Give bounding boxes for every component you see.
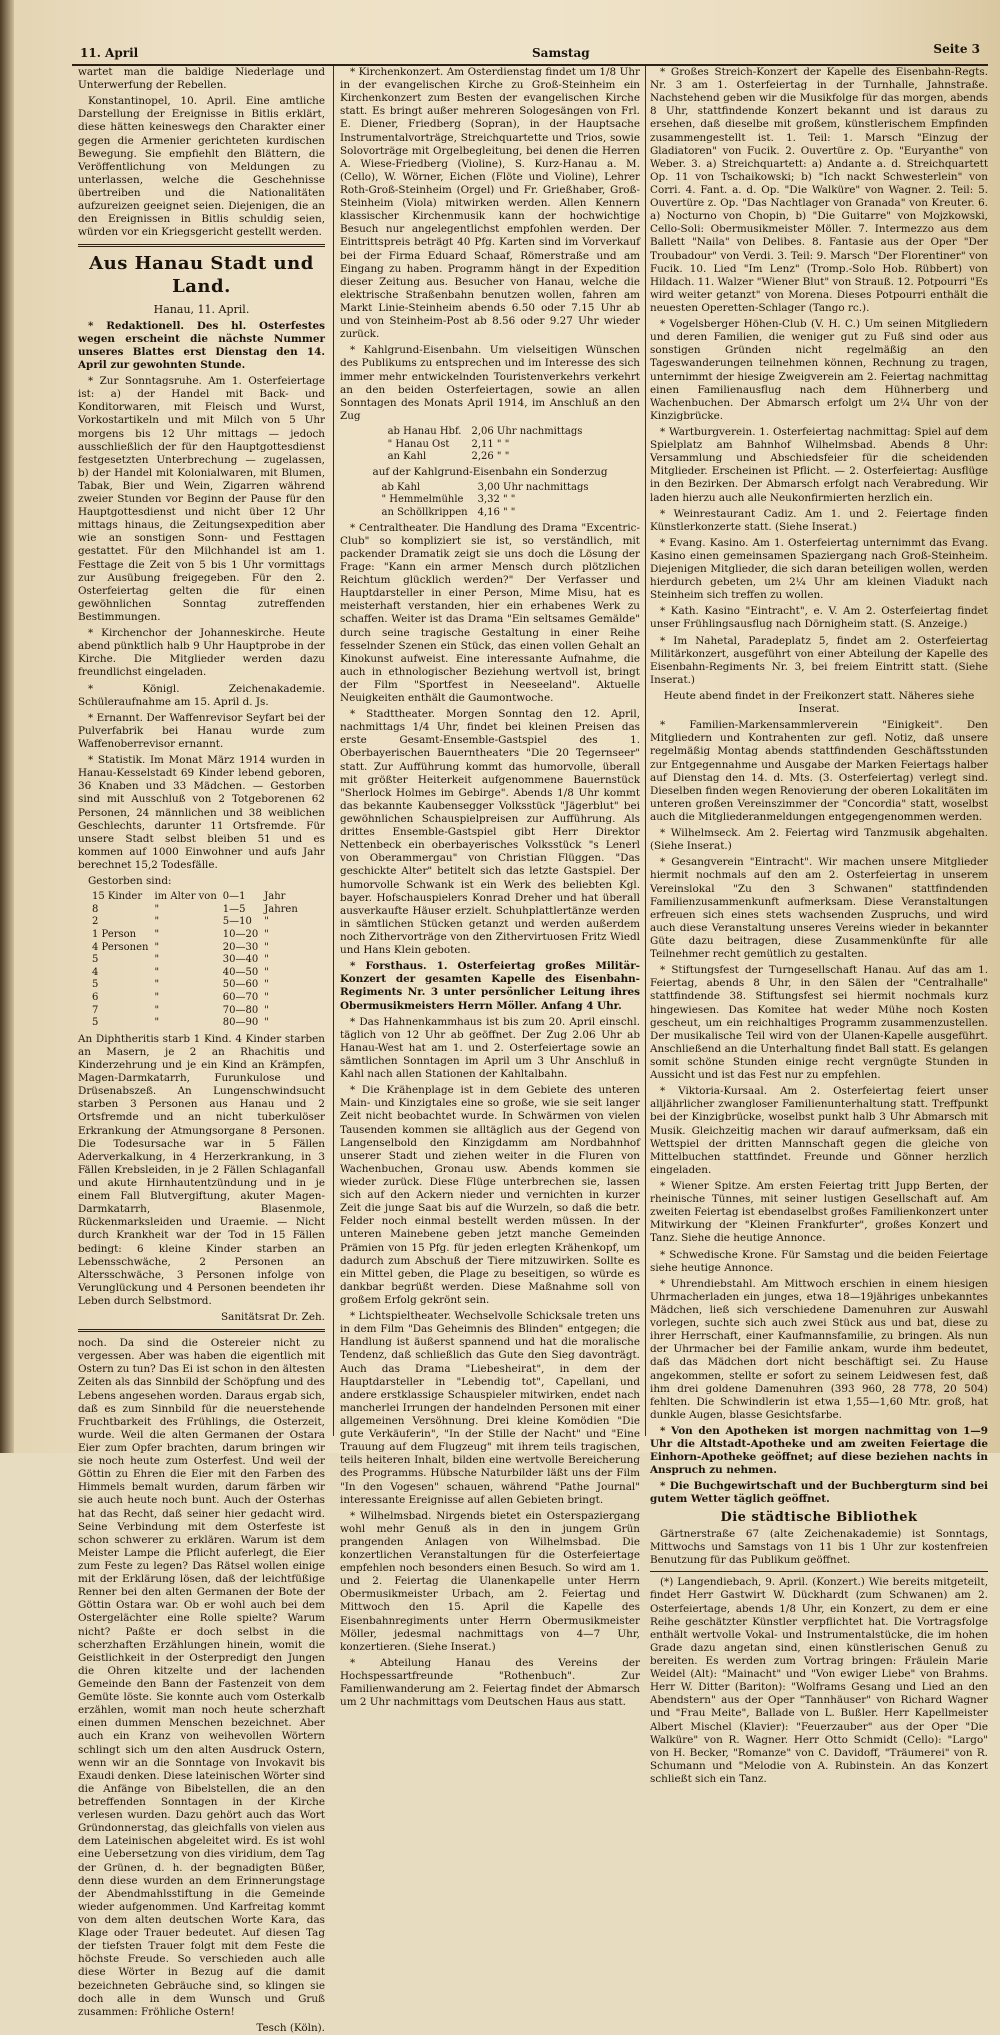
age-table-cell: 20—30 — [222, 941, 259, 953]
wilhelmsbad-article: * Wilhelmsbad. Nirgends bietet ein Osterspaziergang wohl mehr Genuß als in den in jungem Grün prangenden Anlagen von Wilhelmsbad. Die konzertlichen Veranstaltungen für die Osterfeiertage empfehlen noch besonders einen Besuch. So wird am 1. und 2. Feiertag die Ulanenkapelle unter Herrn Obermusikmeister Urbach, am 2. Feiertag und Mittwoch den 15. April die Kapelle des Eisenbahnregiments unter Herrn Obermusikmeister Möller, jedesmal nachmittags von 4—7 Uhr, konzertieren. (Siehe Inserat.) — [340, 1509, 640, 1653]
age-table-cell: 15 Kinder — [92, 891, 143, 903]
train-2-row — [381, 494, 598, 507]
age-table-cell: " — [154, 916, 160, 928]
age-table-cell: " — [154, 941, 160, 953]
age-table-cell: 1 Person — [92, 929, 137, 940]
age-table-cell: " — [154, 929, 160, 940]
column-1 — [78, 66, 325, 2034]
age-table-cell: " — [154, 1004, 160, 1016]
age-table-cell: 70—80 — [222, 1004, 259, 1016]
section-divider — [78, 244, 325, 247]
kirchenkonzert-article: * Kirchenkonzert. Am Osterdienstag findet um 1/8 Uhr in der evangelischen Kirche zu Groß-Steinheim ein Kirchenkonzert zum Besten der evangelischen Kirche statt. Es bringt außer mehreren Sologesängen von Frl. E. Diener, Friedberg (Sopran), in der Hauptsache Instrumentalvorträge, Streichquartette und Trios, sowie Solovorträge mit Orgelbegleitung, bei denen die Herren A. Wiese-Friedberg (Violine), S. Kurz-Hanau a. M. (Cello), W. Wörner, Eichen (Flöte und Violine), Lehrer Roth-Groß-Steinheim (Orgel) und Fr. Grießhaber, Groß-Steinheim (Viola) mitwirken werden. Allen Kennern klassischer Kirchenmusik kann der hochwichtige Besuch nur angelegentlichst empfohlen werden. Der Eintrittspreis beträgt 40 Pfg. Karten sind im Vorverkauf bei der Firma Eduard Schaaf, Römerstraße und am Eingang zu haben. Programm hängt in der Expedition dieser Zeitung aus. Besucher von Hanau, welche die elektrische Straßenbahn benutzen wollen, fahren am Markt Linie-Steinheim abends 6.50 oder 7.15 Uhr ab und von Steinheim-Post ab 8.56 oder 9.27 Uhr wieder zurück. — [340, 66, 640, 341]
train-2-cell: 3,00 Uhr nachmittags — [477, 481, 589, 493]
age-table-cell: 5 — [92, 979, 99, 991]
train-2-cell: ab Kahl — [381, 481, 421, 493]
header-weekday: Samstag — [532, 46, 590, 60]
gesangverein-article: * Gesangverein "Eintracht". Wir machen unsere Mitglieder hiermit nochmals auf den am 2. Osterfeiertag in unserem Vereinslokal "Zu den 3 Schwanen" stattfindenden Familienzusammenkunft aufmerksam. Diese Veranstaltungen erfreuen sich eines stets wachsenden Zuspruchs, und wird auch diese Veranstaltung unseres Vereins wieder in bekannter Güte dazu beitragen, diese Zusammenkünfte für alle Teilnehmer recht gemütlich zu gestalten. — [650, 856, 988, 961]
age-table-row — [92, 954, 304, 967]
stiftungsfest-article: * Stiftungsfest der Turngesellschaft Hanau. Auf das am 1. Feiertag, abends 8 Uhr, in den Sälen der "Centralhalle" stattfindende 38. Stiftungsfest sei hiermit nochmals kurz hingewiesen. Das Komitee hat weder Mühe noch Kosten gescheut, um ein reichhaltiges Programm zusammenzustellen. Der musikalische Teil wird von der Ulanen-Kapelle ausgeführt. Anschließend an die Unterhaltung findet Ball statt. Es gelangen somit schöne Stunden einige recht vergnügte Stunden in Aussicht und ist das Fest nur zu empfehlen. — [650, 964, 988, 1082]
todesursachen-article: An Diphtheritis starb 1 Kind. 4 Kinder starben an Masern, je 2 an Rhachitis und Kinderzehrung und je ein Kind an Krämpfen, Magen-Darmkatarrh, Furunkulose und Drüsenabszeß. An Lungenschwindsucht starben 3 Personen aus Hanau und 2 Ortsfremde und an nicht tuberkulöser Erkrankung der Atmungsorgane 8 Personen. Die Todesursache war in 5 Fällen Aderverkalkung, in 4 Herzerkrankung, in 3 Fällen Krebsleiden, in je 2 Fällen Schlaganfall und akute Hirnhautentzündung und in je einem Fall Blutvergiftung, akuter Magen- Darmkatarrh, Blasenmole, Rückenmarksleiden und Uraemie. — Nicht durch Krankheit war der Tod in 15 Fällen bedingt: 6 kleine Kinder starben an Lebensschwäche, 2 Personen an Altersschwäche, 3 Personen infolge von Verunglückung und 4 Personen beendeten ihr Leben durch Selbstmord. — [78, 1032, 325, 1307]
train-1-row — [388, 426, 593, 439]
centraltheater-article: * Centraltheater. Die Handlung des Drama "Excentric-Club" so kompliziert sie ist, so verständlich, mit packender Dramatik zeigt sie uns doch die Lösung der Frage: "Kann ein armer Mensch durch plötzlichen Reichtum glücklich werden?" Der Verfasser und Hauptdarsteller in einer Person, Mime Misu, hat es meisterhaft verstanden, hier ein erhabenes Werk zu schaffen. Weiter ist das Drama "Ein seltsames Gemälde" durch seine tragische Gestaltung in einer Reihe fesselnder Szenen ein Stück, das einen vollen Gehalt an Kinokunst aufweist. Eine interessante Aufnahme, die auch in ethnologischer Beziehung wertvoll ist, bringt der Film "Sportfest in Neeseeland". Aktuelle Neuigkeiten enthält die Gaumontwoche. — [340, 521, 640, 705]
train-2-cell: " Hemmelmühle — [381, 494, 464, 506]
streichkonzert-article: * Großes Streich-Konzert der Kapelle des Eisenbahn-Regts. Nr. 3 am 1. Osterfeiertag in der Turnhalle, Jahnstraße. Nachstehend geben wir die Musikfolge für das morgen, abends 8 Uhr, stattfindende Konzert bekannt und ist daraus zu ersehen, daß dieselbe mit großem, künstlerischem Empfinden zusammengestellt ist. 1. Teil: 1. Marsch "Einzug der Gladiatoren" von Fucik. 2. Ouvertüre z. Op. "Euryanthe" von Weber. 3. a) Streichquartett: a) Andante a. d. Streichquartett Op. 11 von Tschaikowski; b) "Ich nackt Schwesterlein" von Corri. 4. Fant. a. d. Op. "Die Walküre" von Wagner. 2. Teil: 5. Ouvertüre z. Op. "Das Nachtlager von Granada" von Kreuter. 6. a) Nocturno von Chopin, b) "Die Guitarre" von Mojzkowski, Cello-Soli: Obermusikmeister Möller. 7. Intermezzo aus dem Ballett "Naila" von Delibes. 8. Fantasie aus der Oper "Der Troubadour" von Verdi. 3. Teil: 9. Marsch "Der Florentiner" von Fucik. 10. Lied "Im Lenz" (Tromp.-Solo Hob. Rübbert) von Hildach. 11. Walzer "Wiener Blut" von Strauß. 12. Potpourri "Es wird weiter getanzt" von Morena. Dieses Potpourri enthält die neuesten Operetten-Schlager (Tango rc.). — [650, 66, 988, 314]
train-1-cell: 2,26 " " — [471, 451, 510, 463]
wartburg-article: * Wartburgverein. 1. Osterfeiertag nachmittag: Spiel auf dem Spielplatz am Bahnhof Wilhelmsbad. Abends 8 Uhr: Versammlung und Abschiedsfeier für die scheidenden Mitglieder. Erscheinen ist Pflicht. — 2. Osterfeiertag: Ausflüge in den Bezirken. Der Abmarsch erfolgt nach Verabredung. Wir laden hierzu auch alle Neukonfirmierten herzlich ein. — [650, 425, 988, 504]
train-2-cell: 4,16 " " — [477, 507, 516, 519]
age-table-cell: 30—40 — [222, 954, 259, 966]
column-rule-2 — [645, 66, 646, 1436]
age-table-row — [92, 979, 304, 992]
evang-kasino-article: * Evang. Kasino. Am 1. Osterfeiertag unternimmt das Evang. Kasino einen gemeinsamen Spaziergang nach Groß-Steinheim. Diejenigen Mitglieder, die sich daran beteiligen wollen, werden hierdurch gebeten, um 2¼ Uhr am kleinen Viadukt nach Steinheim sich treffen zu wollen. — [650, 536, 988, 602]
hahnenkamm-article: * Das Hahnenkammhaus ist bis zum 20. April einschl. täglich von 12 Uhr ab geöffnet. Der Zug 2.06 Uhr ab Hanau-West hat am 1. und 2. Osterfeiertage sowie an sämtlichen Sonntagen im April um 3 Uhr Anschluß in Kahl nach allen Stationen der Kahltalbahn. — [340, 1015, 640, 1081]
page-binding-shadow — [0, 0, 14, 1453]
header-date: 11. April — [80, 46, 139, 60]
age-table-cell: " — [264, 966, 269, 978]
section-title: Aus Hanau Stadt und Land. — [89, 253, 314, 298]
age-table-cell: " — [154, 966, 160, 978]
train-1-row — [388, 451, 593, 464]
feuilleton-divider — [78, 1329, 325, 1332]
train-2-cell: an Schöllkrippen — [381, 507, 468, 519]
bibliothek-title: Die städtische Bibliothek — [720, 1509, 918, 1525]
viktoria-article: * Viktoria-Kursaal. Am 2. Osterfeiertag feiert unser alljährlicher zwangloser Familienunterhaltung statt. Treffpunkt bei der Kinzigbrücke, woselbst punkt halb 3 Uhr Abmarsch mit Musik. Gleichzeitig machen wir darauf aufmerksam, daß ein Wettspiel der dritten Mannschaft gegen die gleiche von Mittelbuchen stattfindet. Freunde und Gönner herzlich eingeladen. — [650, 1085, 988, 1176]
statistik-article: * Statistik. Im Monat März 1914 wurden in Hanau-Kesselstadt 69 Kinder lebend geboren, 36 Knaben und 33 Mädchen. — Gestorben sind mit Ausschluß von 2 Totgeborenen 62 Personen, 24 männlichen und 38 weiblichen Geschlechts, darunter 11 Ortsfremde. Für unsere Stadt selbst bleiben 51 und es kommen auf 1000 Einwohner und aufs Jahr berechnet 15,2 Todesfälle. — [78, 754, 325, 871]
age-table-cell: " — [154, 991, 160, 1003]
train-2-row — [381, 482, 598, 495]
age-table-cell: " — [154, 979, 160, 991]
train-1-cell: " Hanau Ost — [387, 438, 450, 450]
age-table-cell: 7 — [92, 1004, 99, 1016]
signature: Sanitätsrat Dr. Zeh. — [221, 1311, 325, 1324]
age-table-cell: 0—1 — [222, 891, 246, 903]
buchberg-article: * Die Buchgewirtschaft und der Buchbergturm sind bei gutem Wetter täglich geöffnet. — [650, 1480, 988, 1506]
age-table-cell: " — [154, 1017, 160, 1029]
age-table-cell: 5 — [92, 954, 99, 966]
local-divider — [650, 1571, 988, 1572]
age-table — [92, 891, 304, 1030]
train-table-2 — [381, 482, 598, 520]
age-table-cell: " — [264, 1004, 269, 1016]
weinrestaurant-article: * Weinrestaurant Cadiz. Am 1. und 2. Feiertage finden Künstlerkonzerte statt. (Siehe Inserat.) — [650, 507, 988, 533]
age-table-cell: Jahren — [264, 903, 298, 915]
age-table-cell: 10—20 — [222, 929, 259, 940]
age-table-cell: 4 — [92, 966, 99, 978]
ernannt-article: * Ernannt. Der Waffenrevisor Seyfart bei der Pulverfabrik bei Hanau wurde zum Waffenoberrevisor ernannt. — [78, 711, 325, 751]
bibliothek-article: Gärtnerstraße 67 (alte Zeichenakademie) ist Sonntags, Mittwochs und Samstags von 11 bis 1 Uhr zur kostenfreien Benutzung für das Publikum geöffnet. — [650, 1527, 988, 1567]
nahetal-article: * Im Nahetal, Paradeplatz 5, findet am 2. Osterfeiertag Militärkonzert, ausgeführt von einer Abteilung der Kapelle des Eisenbahn-Regiments Nr. 3, bei freiem Eintritt statt. (Siehe Inserat.) — [650, 634, 988, 686]
age-table-row — [92, 904, 304, 917]
column-rule-1 — [333, 66, 334, 1436]
redaktionell-notice: * Redaktionell. Des hl. Osterfestes wegen erscheint die nächste Nummer unseres Blattes erst Dienstag den 14. April zur gewohnten Stunde. — [78, 319, 325, 371]
age-table-row — [92, 967, 304, 980]
age-table-cell: " — [264, 1017, 269, 1029]
intro-paragraph: wartet man die baldige Niederlage und Unterwerfung der Rebellen. — [78, 66, 325, 92]
section-dateline: Hanau, 11. April. — [153, 302, 250, 316]
age-table-cell: " — [264, 916, 269, 928]
age-table-cell: " — [264, 929, 269, 940]
age-table-row — [92, 992, 304, 1005]
konstantinopel-article: Konstantinopel, 10. April. Eine amtliche Darstellung der Ereignisse in Bitlis erklärt, diese hätten keineswegs den Charakter einer gegen die Armenier gerichteten kurdischen Bewegung. Sie empfiehlt den Blättern, die Veröffentlichung von Meldungen zu unterlassen, welche die Geschehnisse übertreiben und die Nationalitäten aufzureizen geeignet seien. Diejenigen, die an den Ereignissen in Bitlis schuldig seien, würden vor ein Kriegsgericht gestellt werden. — [78, 95, 325, 239]
abteilung-article: * Abteilung Hanau des Vereins der Hochspessartfreunde "Rothenbuch". Zur Familienwanderung am 2. Feiertag findet der Abmarsch um 2 Uhr nachmittags vom Deutschen Haus aus statt. — [340, 1656, 640, 1709]
uhrendiebstahl-article: * Uhrendiebstahl. Am Mittwoch erschien in einem hiesigen Uhrmacherladen ein junges, etwa 18—19jähriges unbekanntes Mädchen, ließ sich verschiedene Damenuhren zur Auswahl vorlegen, suchte sich auch zwei Stück aus und bat, diese zu ihrer Herrschaft, einer Kaufmannsfamilie, zu bringen. Als nun der Uhrmacher bei der Familie ankam, wurde ihm bedeutet, daß das Mädchen dort nicht beschäftigt sei. Zu Hause angekommen, stellte er sofort zu seinem Leidwesen fest, daß ihm drei goldene Damenuhren (393 960, 28 778, 20 504) fehlten. Die Schwindlerin ist etwa 1,55—1,60 Mtr. groß, hat dunkle Augen, blasse Gesichtsfarbe. — [650, 1277, 988, 1421]
age-table-row — [92, 942, 304, 955]
vogelsberger-article: * Vogelsberger Höhen-Club (V. H. C.) Um seinen Mitgliedern und deren Familien, die weniger gut zu Fuß sind oder aus sonstigen Gründen nicht regelmäßig an den Tageswanderungen teilnehmen können, Rechnung zu tragen, unternimmt der hiesige Zweigverein am 2. Feiertag nachmittag einen Familienausflug nach dem Hühnerberg und Wachenbuchen. Der Abmarsch erfolgt um 2¼ Uhr von der Kinzigbrücke. — [650, 318, 988, 422]
kirchenchor-article: * Kirchenchor der Johanneskirche. Heute abend pünktlich halb 9 Uhr Hauptprobe in der Kirche. Die Mitglieder werden dazu freundlichst eingeladen. — [78, 627, 325, 679]
kraehenplage-article: * Die Krähenplage ist in dem Gebiete des unteren Main- und Kinzigtales eine so große, wie sie seit langer Zeit nicht beobachtet wurde. In Schwärmen von vielen Tausenden kommen sie alltäglich aus der Gegend von Langenselbold den Kinzigdamm am Nordbahnhof unserer Stadt und ziehen weiter in die Fluren von Wachenbuchen, Gronau usw. Abends kommen sie wieder zurück. Diese Flüge unterbrechen sie, lassen sich auf den Ackern nieder und vernichten in kurzer Zeit die junge Saat bis auf die Wurzeln, so daß die betr. Felder noch einmal bestellt werden müssen. In der unteren Mainebene geben jetzt manche Gemeinden Prämien von 15 Pfg. für jeden erlegten Krähenkopf, um dadurch zum Abschuß der Tiere mitzuwirken. Sollte es ein Mittel geben, die Plage zu beseitigen, so würde es dankbar begrüßt werden. Diese Maßnahme soll von großem Erfolg gekrönt sein. — [340, 1084, 640, 1306]
zeichenakademie-article: * Königl. Zeichenakademie. Schüleraufnahme am 15. April d. Js. — [78, 682, 325, 708]
train-2-cell: 3,32 " " — [477, 494, 516, 506]
age-table-cell: 5—10 — [222, 916, 252, 928]
column-3 — [650, 66, 988, 1785]
train-2-row — [381, 507, 598, 520]
age-table-cell: " — [154, 903, 160, 915]
schwedische-krone-article: * Schwedische Krone. Für Samstag und die beiden Feiertage siehe heutige Annonce. — [650, 1248, 988, 1274]
age-table-cell: 4 Personen — [92, 941, 149, 953]
train-1-cell: 2,06 Uhr nachmittags — [471, 425, 583, 437]
age-table-cell: " — [264, 991, 269, 1003]
page-header — [72, 42, 988, 66]
stadttheater-article: * Stadttheater. Morgen Sonntag den 12. April, nachmittags 1/4 Uhr, findet bei kleinen Preisen das erste Gesamt-Ensemble-Gastspiel des 1. Oberbayerischen Bauerntheaters "Die 20 Tegernseer" statt. Zur Aufführung kommt das humorvolle, überall mit größter Heiterkeit aufgenommene Bauernstück "Sherlock Holmes im Gebirge". Abends 1/8 Uhr kommt das bekannte Kaubensegger Volksstück "Jägerblut" bei gewöhnlichen Schauspielpreisen zur Aufführung. Als drittes Ensemble-Gastspiel gibt Herr Direktor Nettenbeck ein oberbayerisches Volksstück "s Lenerl von Oberammergau" von Christian Flüggen. "Das geschickte Alter" betitelt sich das letzte Gastspiel. Der humorvolle Schwank ist ein Werk des beliebten Kgl. bayer. Hofschauspielers Konrad Dreher und hat überall ausverkaufte Häuser erzielt. Schuhplattlertänze werden in sämtlichen Stücken getanzt und werden außerdem noch Zithervorträge von den Zithervirtuosen Fritz Wiedl und Hans Klein geboten. — [340, 708, 640, 957]
familien-article: * Familien-Markensammlerverein "Einigkeit". Den Mitgliedern und Kontrahenten zur gefl. Notiz, daß unsere regelmäßig Montag abends stattfindenden Geschäftsstunden zur Entgegennahme und Ausgabe der Marken Feiertags halber auf Dienstag den 14. d. Mts. (3. Osterfeiertag) verlegt sind. Dieselben finden wegen Renovierung der oberen Lokalitäten im unteren großen Vereinszimmer der "Concordia" statt, woselbst auch die Mitgliederanmeldungen entgegengenommen werden. — [650, 719, 988, 824]
age-table-cell: 40—50 — [222, 966, 259, 978]
age-table-cell: 2 — [92, 916, 99, 928]
train-mid-line: auf der Kahlgrund-Eisenbahn ein Sonderzug — [372, 465, 608, 478]
sonntagsruhe-article: * Zur Sonntagsruhe. Am 1. Osterfeiertage ist: a) der Handel mit Back- und Konditorwaren, mit Fleisch und Wurst, Vorkostartikeln und mit Milch von 5 Uhr morgens bis 12 Uhr mittags — jedoch ausschließlich der für den Hauptgottesdienst festgesetzten Unterbrechung — zugelassen, b) der Handel mit Kolonialwaren, mit Blumen, Tabak, Bier und Wein, Zigarren während zweier Stunden vor Beginn der Pause für den Hauptgottesdienst und nicht über 12 Uhr mittags hinaus, die Zeitungsexpedition aber wie an sonstigen Sonn- und Festtagen gestattet. Für den Milchhandel ist am 1. Festtage die Zeit von 5 bis 1 Uhr vormittags zur Ausübung freigegeben. Für den 2. Osterfeiertag gelten die für einen gewöhnlichen Sonntag zutreffenden Bestimmungen. — [78, 375, 325, 624]
age-table-cell: 5 — [92, 1017, 99, 1029]
age-table-cell: 6 — [92, 991, 99, 1003]
age-table-cell: " — [264, 954, 269, 966]
age-table-row — [92, 1017, 304, 1030]
train-1-cell: an Kahl — [387, 451, 427, 463]
kahlgrund-article: * Kahlgrund-Eisenbahn. Um vielseitigen Wünschen des Publikums zu entsprechen und im Interesse des sich immer mehr entwickelnden Touristenverkehrs verkehrt an den beiden Osterfeiertagen, sowie an allen Sonntagen des Monats April 1914, im Anschluß an den Zug — [340, 344, 640, 422]
age-table-cell: 60—70 — [222, 991, 259, 1003]
age-table-cell: 8 — [92, 903, 99, 915]
header-page-number: Seite 3 — [933, 42, 980, 56]
age-table-row — [92, 891, 304, 904]
age-table-cell: 1—5 — [222, 903, 246, 915]
apotheken-article: * Von den Apotheken ist morgen nachmittag von 1—9 Uhr die Altstadt-Apotheke und am zweiten Feiertage die Einhorn-Apotheke geöffnet; auf diese beziehen nachts in Anspruch zu nehmen. — [650, 1424, 988, 1477]
kath-kasino-article: * Kath. Kasino "Eintracht", e. V. Am 2. Osterfeiertag findet unser Frühlingsausflug nach Dörnigheim statt. (S. Anzeige.) — [650, 605, 988, 631]
age-table-row — [92, 1005, 304, 1018]
age-table-cell: " — [154, 954, 160, 966]
ostern-feuilleton: noch. Da sind die Ostereier nicht zu vergessen. Aber was haben die eigentlich mit Ostern zu tun? Das Ei ist schon in den ältesten Zeiten als das Sinnbild der Schöpfung und des Lebens angesehen worden. Daraus ergab sich, daß es zum Sinnbild für die neuerstehende Fruchtbarkeit des Frühlings, die Osterzeit, wurde. Weil die alten Germanen der Ostara Eier zum Opfer brachten, darum bringen wir sie noch heute zum Osterfest. Und weil der Göttin zu Ehren die Eier mit den Farben des Himmels bemalt wurden, darum färben wir sie auch heute noch bunt. Auch der Osterhas hat das Recht, daß seiner hier gedacht wird. Seine Verbindung mit dem Osterfeste ist schon schwerer zu erklären. Warum ist dem Meister Lampe die Pflicht auferlegt, die Eier zum Feste zu legen? Das Rätsel wollen einige mit der Erklärung lösen, daß der leichtfüßige Renner bei den alten Germanen der Bote der Göttin Ostara war. Ob er wohl auch bei dem Ostergelächter eine Rolle spielte? Warum nicht? Paßte er doch selbst in die scherzhaften Erzählungen hinein, womit die Geistlichkeit in der Osterpredigt den Jungen die Ohren kitzelte und der lachenden Gemeinde den Bann der Fastenzeit von dem Gemüte löste. Sie konnte auch vom Osterkalb erzählen, womit man noch heute scherzhaft einen dummen Menschen bezeichnet. Aber auch ein Kranz von weihevollen Wörtern schlingt sich um den alten Ausdruck Ostern, wenn wir an die Sonntage von Invokavit bis Exaudi denken. Diese lateinischen Wörter sind die Anfänge von Bibelstellen, die an den betreffenden Sonntagen in der Kirche verlesen wurden. Dazu gehört auch das Wort Gründonnerstag, das gleichfalls von vielen aus dem Lateinischen abgeleitet wird. Es ist wohl eine Uebersetzung von dies viridium, dem Tag der Grünen, d. h. der begnadigten Büßer, denn diese wurden an dem Erinnerungstage der Abendmahlsstiftung in die Gemeinde wieder aufgenommen. Und Karfreitag kommt von dem alten deutschen Worte Kara, das Klage oder Trauer bedeutet. Auf diesen Tag der tiefsten Trauer folgt mit dem Feste die höchste Freude. So verschieden auch alle diese Wörter in Bezug auf die damit bezeichneten Gebräuche sind, so klingen sie doch alle in dem Wunsch und Gruß zusammen: Fröhliche Ostern! — [78, 1337, 325, 2018]
age-table-cell: " — [264, 941, 269, 953]
freikonzert-line: Heute abend findet in der Freikonzert statt. Näheres siehe Inserat. — [663, 690, 975, 716]
age-table-cell: 80—90 — [222, 1017, 259, 1029]
feuilleton-signature: Tesch (Köln). — [256, 2021, 325, 2034]
column-2 — [340, 66, 640, 1709]
langendiebach-article: (*) Langendiebach, 9. April. (Konzert.) Wie bereits mitgeteilt, findet Herr Gastwirt W. Dückhardt (zum Schwanen) am 2. Osterfeiertage, abends 1/8 Uhr, ein Konzert, zu dem er eine Reihe geschätzter Künstler verpflichtet hat. Die Vortragsfolge enthält wertvolle Vokal- und Instrumentalstücke, die im hohen Grade dazu angetan sind, einen künstlerischen Genuß zu bereiten. Es werden zum Vortrag bringen: Fräulein Marie Weidel (Alt): "Mainacht" und "Von ewiger Liebe" von Brahms. Herr W. Ditter (Bariton): "Wolframs Gesang und Lied an den Abendstern" aus der Oper "Tannhäuser" von Richard Wagner und "Frau Meite", Ballade von L. Bußler. Herr Kapellmeister Albert Mischel (Klavier): "Feuerzauber" aus der Oper "Die Walküre" von R. Wagner. Herr Otto Schmidt (Cello): "Largo" von H. Becker, "Romanze" von C. Davidoff, "Träumerei" von R. Schumann und "Melodie von A. Rubinstein. An das Konzert schließt sich ein Tanz. — [650, 1576, 988, 1785]
age-table-row — [92, 929, 304, 942]
age-table-cell: im Alter von — [154, 891, 217, 903]
forsthaus-article: * Forsthaus. 1. Osterfeiertag großes Militär-Konzert der gesamten Kapelle des Eisenbahn-Regiments Nr. 3 unter persönlicher Leitung ihres Obermusikmeisters Herrn Möller. Anfang 4 Uhr. — [340, 960, 640, 1012]
gestorben-heading: Gestorben sind: — [88, 875, 172, 888]
train-1-cell: 2,11 " " — [471, 438, 510, 450]
lichtspiel-article: * Lichtspieltheater. Wechselvolle Schicksale treten uns in dem Film "Das Geheimnis des Blinden" entgegen; die Handlung ist äußerst spannend und hat die moralische Tendenz, daß schließlich das Gute den Sieg davonträgt. Auch das Drama "Liebesheirat", in dem der Hauptdarsteller in "Lebendig tot", Capellani, und andere erstklassige Schauspieler mitwirken, endet nach mancherlei Irrungen der handelnden Personen mit einer allgemeinen Versöhnung. Drei kleine Komödien "Die gute Verkäuferin", "In der Stille der Nacht" und "Eine Trauung auf dem Flugzeug" mit ihrem teils tragischen, teils heiteren Inhalt, bilden eine wertvolle Bereicherung des Programms. Hübsche Naturbilder läßt uns der Film "In den Vogesen" schauen, während "Pathe Journal" interessante Ereignisse auf allen Gebieten bringt. — [340, 1310, 640, 1506]
train-1-row — [388, 439, 593, 452]
wiener-spitze-article: * Wiener Spitze. Am ersten Feiertag tritt Jupp Berten, der rheinische Tünnes, mit seiner lustigen Gesellschaft auf. Am zweiten Feiertag ist ebendaselbst großes Familienkonzert unter Mitwirkung der "Kleinen Frankfurter", großes Konzert und Tanz. Siehe die heutige Annonce. — [650, 1179, 988, 1245]
train-1-cell: ab Hanau Hbf. — [387, 425, 462, 437]
age-table-cell: " — [264, 979, 269, 991]
train-table-1 — [388, 426, 593, 464]
age-table-row — [92, 916, 304, 929]
wilhelmseck-article: * Wilhelmseck. Am 2. Feiertag wird Tanzmusik abgehalten. (Siehe Inserat.) — [650, 827, 988, 853]
age-table-cell: Jahr — [264, 891, 286, 903]
age-table-cell: 50—60 — [222, 979, 259, 991]
